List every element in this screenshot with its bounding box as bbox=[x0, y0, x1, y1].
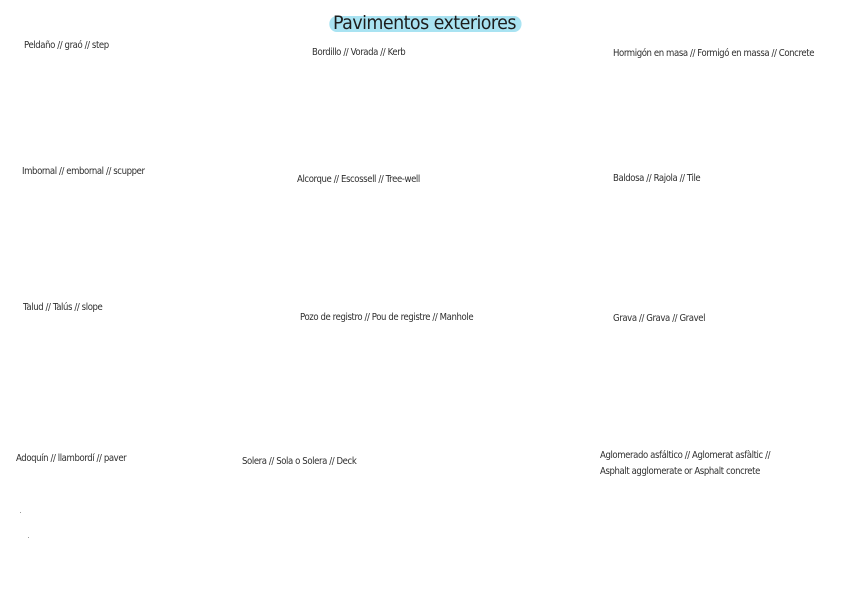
term-grava: Grava // Grava // Gravel bbox=[613, 313, 706, 324]
title-container bbox=[0, 10, 848, 36]
page-title: Pavimentos exteriores bbox=[327, 10, 521, 36]
term-peldano: Peldaño // graó // step bbox=[24, 40, 109, 51]
term-bordillo: Bordillo // Vorada // Kerb bbox=[312, 47, 406, 58]
term-talud: Talud // Talús // slope bbox=[23, 302, 103, 313]
term-aglomerado-line-2: Asphalt agglomerate or Asphalt concrete bbox=[600, 466, 760, 477]
stray-mark bbox=[20, 512, 21, 513]
term-solera: Solera // Sola o Solera // Deck bbox=[242, 456, 357, 467]
term-imbornal: Imbornal // embornal // scupper bbox=[22, 166, 145, 177]
term-alcorque: Alcorque // Escossell // Tree-well bbox=[297, 174, 420, 185]
term-adoquin: Adoquín // llambordí // paver bbox=[16, 453, 127, 464]
term-pozo: Pozo de registro // Pou de registre // Manhole bbox=[300, 312, 474, 323]
term-baldosa: Baldosa // Rajola // Tile bbox=[613, 173, 701, 184]
term-hormigon: Hormigón en masa // Formigó en massa // Concrete bbox=[613, 48, 815, 59]
stray-mark bbox=[28, 537, 29, 538]
term-aglomerado-line-1: Aglomerado asfáltico // Aglomerat asfàltic // bbox=[600, 450, 771, 461]
